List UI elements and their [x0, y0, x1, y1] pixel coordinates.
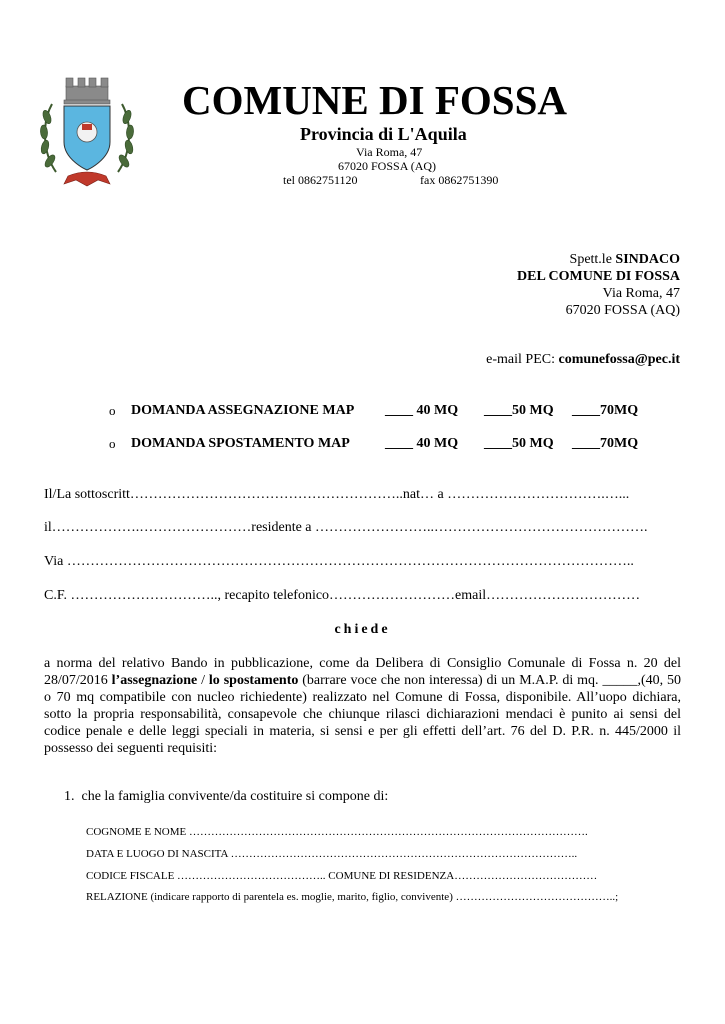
pec-label: e-mail PEC:: [486, 352, 559, 367]
recipient-line-2: DEL COMUNE DI FOSSA: [517, 269, 680, 284]
request-paragraph: [44, 655, 681, 757]
field-date-residence: il……………….……………………residente a ……………………..……………………………………….: [44, 520, 648, 535]
chiede-heading: [0, 622, 725, 638]
recipient-pec: [486, 352, 680, 368]
option-spostamento[interactable]: [0, 436, 725, 456]
coat-of-arms-logo: [38, 72, 136, 192]
item-text: che la famiglia convivente/da costituire si compone di:: [81, 789, 389, 804]
paragraph-spostamento: lo spostamento: [208, 673, 299, 688]
province-subtitle: Provincia di L'Aquila: [300, 124, 467, 144]
option-assegnazione[interactable]: [0, 403, 725, 423]
option-size-50: ____50 MQ: [484, 403, 554, 418]
option-size-70: ____70MQ: [572, 403, 639, 418]
recipient-prefix: Spett.le: [569, 252, 616, 267]
option-size-40: ____ 40 MQ: [385, 403, 459, 418]
item-number: 1.: [64, 789, 75, 804]
family-field-name: COGNOME E NOME ……………………………………………………………………………………………….: [86, 826, 588, 838]
paragraph-assegnazione: l’assegnazione: [111, 673, 198, 688]
pec-address: comunefossa@pec.it: [558, 352, 680, 367]
chiede-text: chiede: [334, 622, 391, 637]
option-size-40: ____ 40 MQ: [385, 436, 459, 451]
recipient-line-3: Via Roma, 47: [602, 286, 680, 301]
option-size-70: ____70MQ: [572, 436, 639, 451]
recipient-line-4: 67020 FOSSA (AQ): [565, 303, 680, 318]
recipient-title: SINDACO: [615, 252, 680, 267]
paragraph-separator: /: [197, 673, 209, 688]
option-label: DOMANDA SPOSTAMENTO MAP: [131, 436, 350, 451]
requirement-item-1: [64, 789, 388, 805]
header-fax: fax 0862751390: [420, 173, 499, 187]
family-field-relation: RELAZIONE (indicare rapporto di parentela es. moglie, marito, figlio, convivente) ……………………………………..;: [86, 891, 619, 903]
header-telephone: tel 0862751120: [283, 173, 358, 187]
family-field-cf-residence: CODICE FISCALE ………………………………….. COMUNE DI RESIDENZA…………………………………: [86, 870, 598, 882]
family-field-birth: DATA E LUOGO DI NASCITA …………………………………………………………………………………..: [86, 848, 578, 860]
municipality-title: COMUNE DI FOSSA: [182, 77, 567, 123]
header-address-city: 67020 FOSSA (AQ): [338, 159, 437, 173]
option-bullet-icon[interactable]: o: [109, 436, 116, 451]
option-bullet-icon[interactable]: o: [109, 403, 116, 418]
field-street: Via …………………………………………………………………………………………………………..: [44, 554, 634, 569]
recipient-line-1: [570, 252, 680, 268]
paragraph-text: a norma del relativo Bando in pubblicazione, come da Delibera di Consiglio Comunale di Fossa n. 20 del 28/07/2016: [44, 656, 681, 688]
paragraph-text-rest: (barrare voce che non interessa) di un M.A.P. di mq. _____,(40, 50 o 70 mq compatibile con nucleo richiedente) realizzato nel Comune di Fossa, disponibile. All’uopo dichiara, sotto la propria responsabilità, consapevole che chiunque rilasci dichiarazioni mendaci è punito ai sensi del codice penale e delle leggi speciali in materia, si sensi e per gli effetti dell’art. 76 del D. P.R. n. 445/2000 il possesso dei seguenti requisiti:: [44, 673, 681, 756]
header-address-street: Via Roma, 47: [356, 145, 423, 159]
field-name-birth: Il/La sottoscritt…………………………………………………..nat… a …………………………….…...: [44, 487, 630, 502]
option-label: DOMANDA ASSEGNAZIONE MAP: [131, 403, 355, 418]
option-size-50: ____50 MQ: [484, 436, 554, 451]
field-cf-phone-email: C.F. ………………………….., recapito telefonico………………………email……………………………: [44, 588, 641, 603]
